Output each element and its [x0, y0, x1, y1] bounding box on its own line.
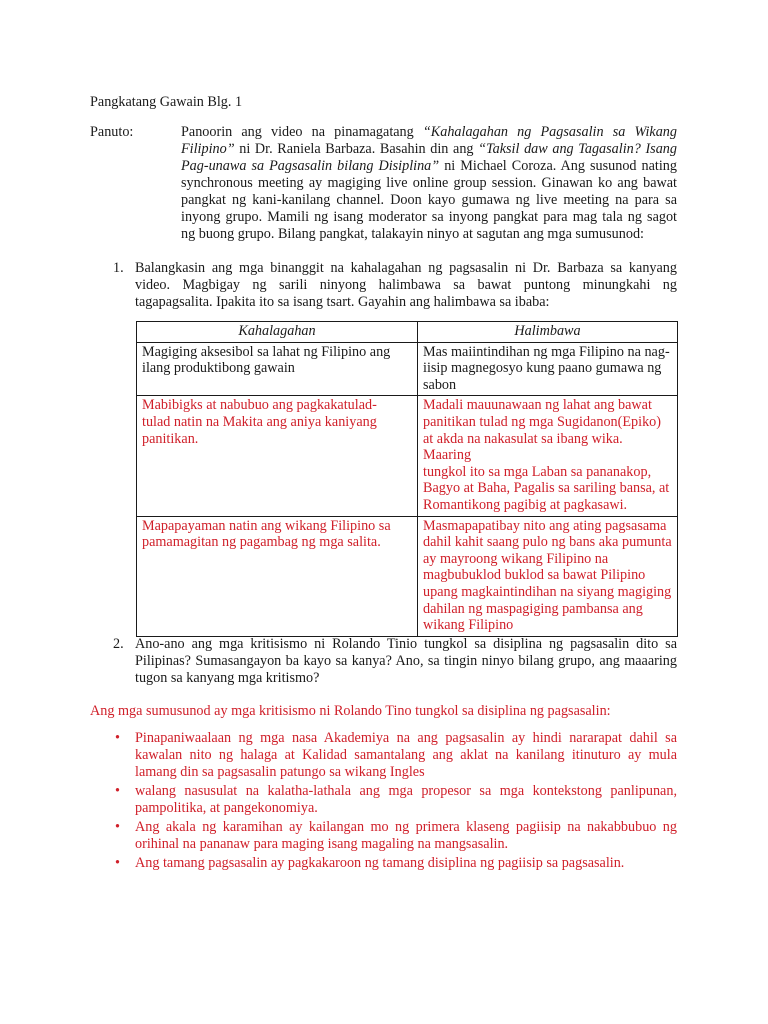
- panuto-line: Filipino” ni Dr. Raniela Barbaza. Basahin din ang “Taksil daw ang Tagasalin? Isang: [181, 141, 677, 157]
- bullet-icon: •: [115, 783, 120, 799]
- reading-title: “Taksil daw ang Tagasalin? Isang: [478, 141, 677, 157]
- table-row: [137, 396, 678, 516]
- list-item: • Ang akala ng karamihan ay kailangan mo ng primera klaseng pagiisip na nakabbubuo ng orihinal na pananaw para maging isang magaling na mangsasalin.: [115, 819, 677, 852]
- table-row: [137, 342, 678, 396]
- halimbawa-cell: Masmapapatibay nito ang ating pagsasama dahil kahit saang pulo ng bans aka pumunta ay mayroong wikang Filipino na magbubuklod buklod sa bawat Pilipino upang magkaintindihan na siyang magiging dahilan ng maspagiging pambansa ang wikang Filipino: [418, 516, 678, 636]
- question-number: 1.: [113, 260, 124, 276]
- panuto-line: Pag-unawa sa Pagsasalin bilang Disiplina” ni Michael Coroza. Ang susunod nating: [181, 158, 677, 174]
- kahalagahan-cell: Mabibigks at nabubuo ang pagkakatulad- tulad natin na Makita ang aniya kaniyang panitikan.: [137, 396, 418, 516]
- panuto-line: ng buong grupo. Bilang pangkat, talakayin ninyo at sagutan ang mga sumusunod:: [181, 226, 644, 242]
- kahalagahan-cell: Magiging aksesibol sa lahat ng Filipino ang ilang produktibong gawain: [137, 342, 418, 396]
- criticism-list: [113, 730, 677, 874]
- list-item: • walang nasusulat na kalatha-lathala ang mga propesor sa mga kontekstong panlipunan, pampolitika, at pangekonomiya.: [115, 783, 677, 816]
- column-header-halimbawa: Halimbawa: [418, 322, 678, 343]
- list-item: • Ang tamang pagsasalin ay pagkakaroon ng tamang disiplina ng pagiisip sa pagsasalin.: [115, 855, 625, 871]
- halimbawa-cell: Madali mauunawaan ng lahat ang bawat panitikan tulad ng mga Sugidanon(Epiko) at akda na nakasulat sa ibang wika. Maaring tungkol ito sa mga Laban sa pananakop, Bagyo at Baha, Pagalis sa sariling bansa, at Romantikong pagibig at pagkasawi.: [418, 396, 678, 516]
- question-text: Ano-ano ang mga kritisismo ni Rolando Tinio tungkol sa disiplina ng pagsasalin dito sa Pilipinas? Sumasangayon ba kayo sa kanya? Ano, sa tingin ninyo bilang grupo, ang maaaring tugon sa kanyang mga kritismo?: [135, 636, 677, 686]
- video-title: Filipino”: [181, 141, 235, 157]
- bullet-icon: •: [115, 855, 120, 871]
- document-title: Pangkatang Gawain Blg. 1: [90, 94, 243, 110]
- panuto-label: Panuto:: [90, 124, 134, 140]
- panuto-line: pangkat ng kani-kanilang channel. Doon kayo gumawa ng live meeting na para sa: [181, 192, 677, 208]
- answer-heading: Ang mga sumusunod ay mga kritisismo ni Rolando Tino tungkol sa disiplina ng pagsasalin:: [90, 703, 611, 719]
- reading-title: Pag-unawa sa Pagsasalin bilang Disiplina”: [181, 158, 440, 174]
- kahalagahan-cell: Mapapayaman natin ang wikang Filipino sa pamamagitan ng pagambag ng mga salita.: [137, 516, 418, 636]
- panuto-line: Panoorin ang video na pinamagatang “Kahalagahan ng Pagsasalin sa Wikang: [181, 124, 677, 140]
- bullet-icon: •: [115, 730, 120, 746]
- table-header-row: [137, 322, 678, 343]
- bullet-icon: •: [115, 819, 120, 835]
- question-number: 2.: [113, 636, 124, 652]
- halimbawa-cell: Mas maiintindihan ng mga Filipino na nag- iisip magnegosyo kung paano gumawa ng sabon: [418, 342, 678, 396]
- video-title: “Kahalagahan ng Pagsasalin sa Wikang: [422, 124, 677, 140]
- question-text: Balangkasin ang mga binanggit na kahalagahan ng pagsasalin ni Dr. Barbaza sa kanyang video. Magbigay ng sarili ninyong halimbawa sa bawat puntong minungkahi ng tagapagsalita. Ipakita ito sa isang tsart. Gayahin ang halimbawa sa ibaba:: [135, 260, 677, 310]
- panuto-line: inyong grupo. Mamili ng isang moderator sa inyong pangkat para mag tala ng sagot: [181, 209, 677, 225]
- panuto-instructions: [181, 124, 677, 243]
- list-item: • Pinapaniwaalaan ng mga nasa Akademiya na ang pagsasalin ay hindi nararapat dahil sa kawalan nito ng halaga at Kalidad samantalang ang aklat na kanilang itinuturo ay mula lamang din sa pagsasalin patungo sa wikang Ingles: [115, 730, 677, 780]
- kahalagahan-chart: [136, 321, 678, 637]
- column-header-kahalagahan: Kahalagahan: [137, 322, 418, 343]
- table-row: [137, 516, 678, 636]
- panuto-line: synchronous meeting ay magiging live online group session. Ginawan ko ang bawat: [181, 175, 677, 191]
